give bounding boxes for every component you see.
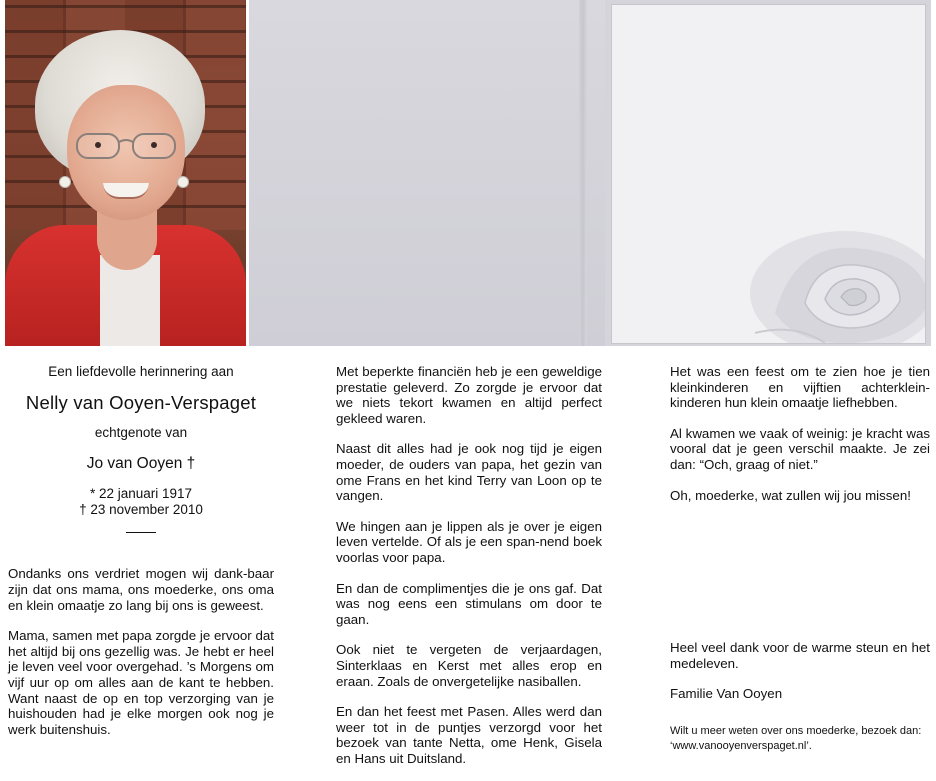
death-date: † 23 november 2010 — [79, 502, 203, 518]
card-fold — [579, 0, 587, 346]
paragraph: Met beperkte financiën heb je een geweldige prestatie geleverd. Zo zorgde je ervoor dat we niets tekort kwamen en altijd perfect gekleed waren. — [336, 364, 602, 426]
spouse-name: Jo van Ooyen † — [86, 454, 196, 472]
text-column-right — [670, 364, 930, 518]
card-front-inner — [611, 4, 926, 344]
earring-left — [59, 176, 71, 188]
intro-text: Een liefdevolle herinnering aan — [48, 364, 234, 379]
divider — [126, 532, 156, 533]
card-inner-panel — [249, 0, 605, 346]
paragraph: En dan de complimentjes die je ons gaf. Dat was nog eens een stimulans om door te gaan. — [336, 580, 602, 627]
paragraph: Mama, samen met papa zorgde je ervoor dat het altijd bij ons gezellig was. Je hebt er heel je leven veel voor overgehad. ’s Morgens om vijf uur op om alles aan de kant te hebben. Want naast de op en top verzorging van je huishouden had je elke morgen ook nog je werk buitenshuis. — [8, 628, 274, 737]
paragraph: Ondanks ons verdriet mogen wij dank-baar zijn dat ons mama, ons moederke, ons oma en klein omaatje zo lang bij ons is geweest. — [8, 566, 274, 613]
website-note: Wilt u meer weten over ons moederke, bezoek dan: ‘www.vanooyenverspaget.nl’. — [670, 724, 922, 752]
birth-date: * 22 januari 1917 — [89, 486, 193, 502]
deceased-name: Nelly van Ooyen-Verspaget — [25, 391, 257, 413]
paragraph: Naast dit alles had je ook nog tijd je eigen moeder, de ouders van papa, het gezin van ome Frans en het kind Terry van Loon op te vangen. — [336, 441, 602, 504]
paragraph: Ook niet te vergeten de verjaardagen, Sinterklaas en Kerst met alles erop en eraan. Zoals de onvergetelijke nasiballen. — [336, 642, 602, 689]
earring-right — [177, 176, 189, 188]
thanks-text: Heel veel dank voor de warme steun en het medeleven. — [670, 640, 930, 671]
thanks-block — [670, 640, 930, 769]
paragraph: Al kwamen we vaak of weinig: je kracht was vooral dat je geen verschil maakte. Je zei dan: “Och, graag of niet.” — [670, 425, 930, 472]
text-column-left — [8, 364, 274, 752]
paragraph: En dan het feest met Pasen. Alles werd dan weer tot in de puntjes verzorgd voor het bezoek van tante Netta, ome Henk, Gisela en Hans uit Duitsland. — [336, 704, 602, 766]
closing-line: Oh, moederke, wat zullen wij jou missen! — [670, 487, 911, 503]
text-column-middle — [336, 364, 602, 781]
spouse-label: echtgenote van — [94, 425, 188, 441]
dates — [8, 486, 274, 518]
family-signature: Familie Van Ooyen — [670, 686, 783, 702]
glasses-icon — [71, 128, 181, 162]
rose-icon — [735, 203, 926, 344]
paragraph: Het was een feest om te zien hoe je tien kleinkinderen en vijftien achterklein-kinderen hun klein omaatje liefhebben. — [670, 364, 930, 411]
paragraph: We hingen aan je lippen als je over je eigen leven vertelde. Of als je een span-nend boek voorlas voor papa. — [336, 518, 602, 565]
portrait-photo — [5, 0, 246, 346]
card-front-panel — [605, 0, 931, 346]
